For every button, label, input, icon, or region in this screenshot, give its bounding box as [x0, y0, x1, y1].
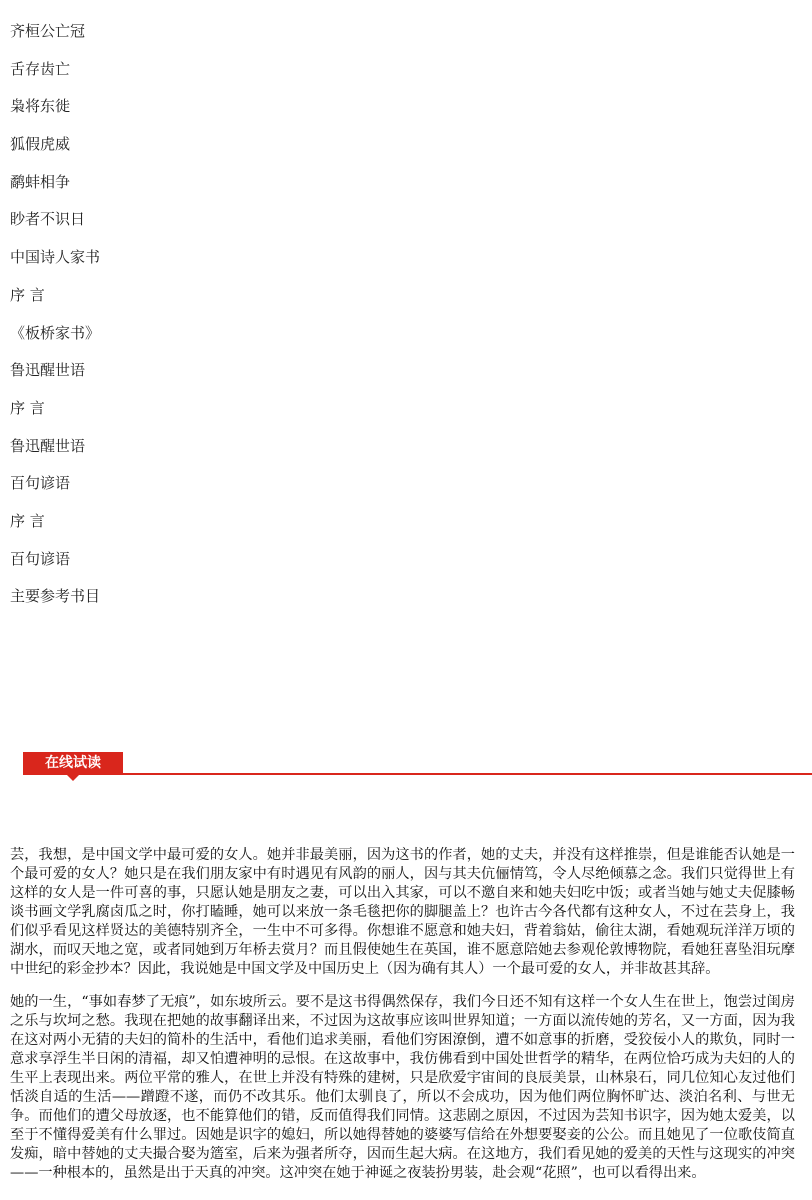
toc-item[interactable]: 狐假虎威	[10, 135, 71, 154]
toc-item[interactable]: 主要参考书目	[10, 587, 101, 606]
toc-item[interactable]: 舌存齿亡	[10, 59, 71, 78]
toc-item[interactable]: 序 言	[10, 285, 45, 304]
toc-item[interactable]: 《板桥家书》	[10, 323, 101, 342]
toc-item[interactable]: 鹬蚌相争	[10, 172, 71, 191]
toc-item[interactable]: 枭将东徙	[10, 97, 71, 116]
section-divider	[23, 773, 812, 775]
toc-item[interactable]: 序 言	[10, 398, 45, 417]
toc-item[interactable]: 齐桓公亡冠	[10, 22, 86, 40]
toc-item[interactable]: 序 言	[10, 511, 45, 530]
toc-item[interactable]: 眇者不识日	[10, 210, 86, 229]
preview-article	[10, 846, 795, 1200]
toc-list	[10, 18, 100, 621]
preview-tab[interactable]: 在线试读	[23, 752, 123, 775]
toc-item[interactable]: 鲁迅醒世语	[10, 361, 86, 380]
article-paragraph: 芸，我想，是中国文学中最可爱的女人。她并非最美丽，因为这书的作者，她的丈夫，并没有这样推崇，但是谁能否认她是一个最可爱的女人？她只是在我们朋友家中有时遇见有风韵的丽人，因与其夫伉俪情笃，令人尽绝倾慕之念。我们只觉得世上有这样的女人是一件可喜的事，只愿认她是朋友之妻，可以出入其家，可以不邀自来和她夫妇吃中饭；或者当她与她丈夫促膝畅谈书画文学乳腐卤瓜之时，你打瞌睡，她可以来放一条毛毯把你的脚腿盖上？也许古今各代都有这种女人，不过在芸身上，我们似乎看见这样贤达的美德特别齐全，一生中不可多得。你想谁不愿意和她夫妇，背着翁姑，偷往太湖，看她观玩洋洋万顷的湖水，而叹天地之宽，或者同她到万年桥去赏月？而且假使她生在英国，谁不愿意陪她去参观伦敦博物院，看她狂喜坠泪玩摩中世纪的彩金抄本？因此，我说她是中国文学及中国历史上（因为确有其人）一个最可爱的女人，并非故甚其辞。	[10, 847, 795, 977]
toc-item[interactable]: 百句谚语	[10, 474, 71, 493]
tab-pointer-icon	[67, 775, 79, 781]
toc-item[interactable]: 百句谚语	[10, 549, 71, 568]
toc-item[interactable]: 中国诗人家书	[10, 248, 101, 267]
article-paragraph: 她的一生，“事如春梦了无痕”，如东坡所云。要不是这书得偶然保存，我们今日还不知有这样一个女人生在世上，饱尝过闺房之乐与坎坷之愁。我现在把她的故事翻译出来，不过因为这故事应该叫世界知道；一方面以流传她的芳名，又一方面，因为我在这对两小无猜的夫妇的简朴的生活中，看他们追求美丽，看他们穷困潦倒，遭不如意事的折磨，受狡佞小人的欺负，同时一意求享浮生半日闲的清福，却又怕遭神明的忌恨。在这故事中，我仿佛看到中国处世哲学的精华，在两位恰巧成为夫妇的人的生平上表现出来。两位平常的雅人，在世上并没有特殊的建树，只是欣爱宇宙间的良辰美景，山林泉石，同几位知心友过他们恬淡自适的生活——蹭蹬不遂，而仍不改其乐。他们太驯良了，所以不会成功，因为他们两位胸怀旷达、淡泊名利、与世无争。而他们的遭父母放逐，也不能算他们的错，反而值得我们同情。这悲剧之原因，不过因为芸知书识字，因为她太爱美，以至于不懂得爱美有什么罪过。因她是识字的媳妇，所以她得替她的婆婆写信给在外想要娶妾的公公。而且她见了一位歌伎简直发痴，暗中替她的丈夫撮合娶为簉室，后来为强者所夺，因而生起大病。在这地方，我们看见她的爱美的天性与这现实的冲突——一种根本的，虽然是出于天真的冲突。这冲突在她于神诞之夜装扮男装，赴会观“花照”，也可以看得出来。	[10, 994, 795, 1181]
toc-item[interactable]: 鲁迅醒世语	[10, 436, 86, 455]
preview-section-header	[23, 750, 812, 790]
